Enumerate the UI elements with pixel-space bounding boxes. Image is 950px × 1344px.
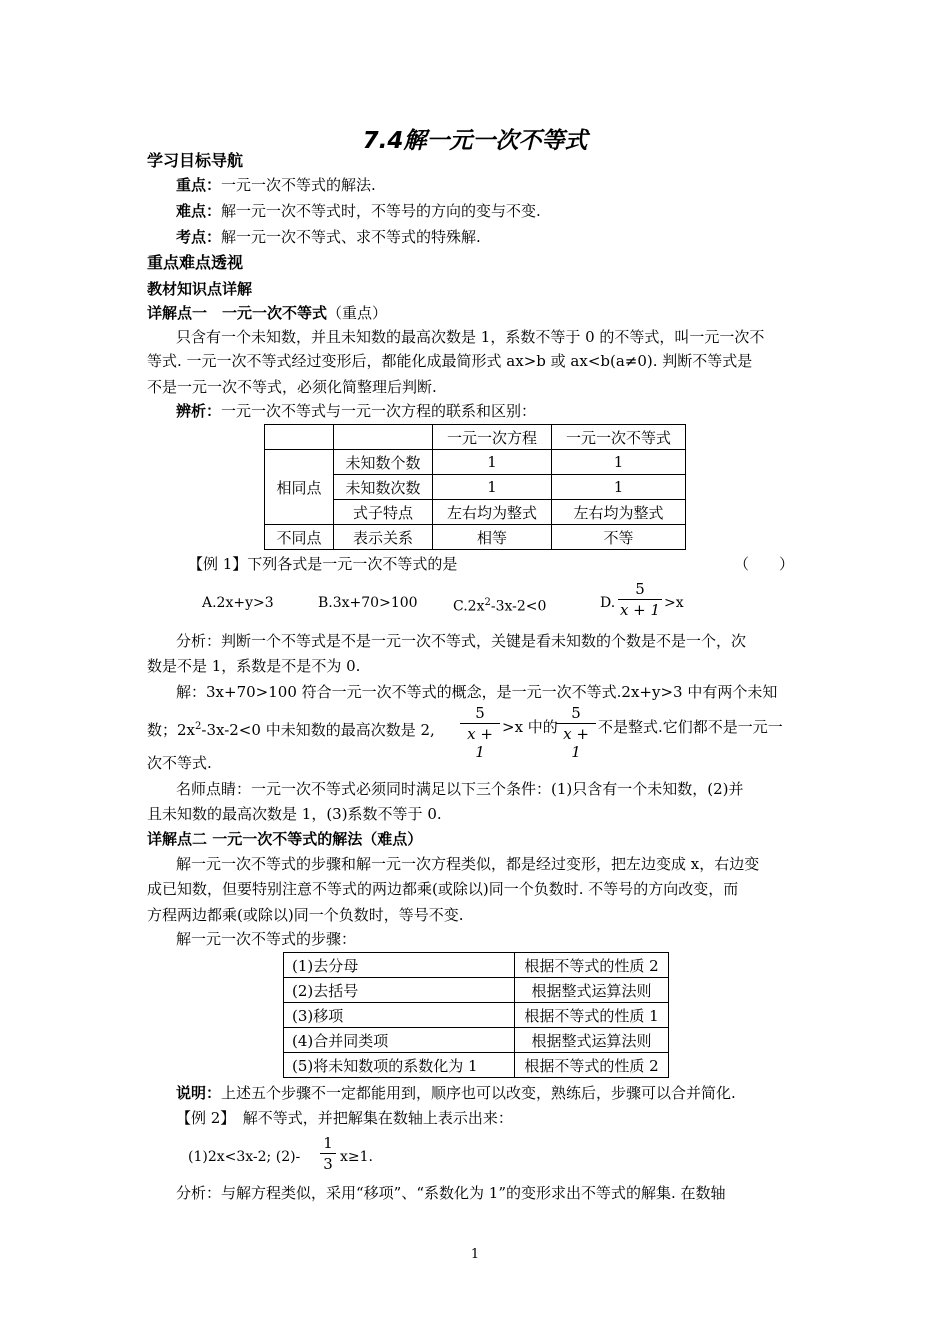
rule-cell: 根据不等式的性质 2	[515, 953, 669, 978]
table-cell: 不等	[552, 525, 686, 550]
comparison-table	[264, 424, 686, 550]
fraction-5-over-x-plus-1: 5 x + 1	[619, 580, 661, 619]
example1-question: 【例 1】下列各式是一元一次不等式的是	[188, 555, 458, 573]
rule-cell: 根据不等式的性质 2	[515, 1053, 669, 1078]
note-line: 说明：上述五个步骤不一定都能用到，顺序也可以改变，熟练后，步骤可以合并简化.	[176, 1084, 736, 1102]
example1-analysis: 分析：判断一个不等式是不是一元一次不等式，关键是看未知数的个数是不是一个，次	[176, 632, 747, 650]
fraction-1-over-3: 1 3	[320, 1134, 336, 1173]
option-c: $C.2x^2-3x-2<0$	[453, 597, 547, 615]
example1-solution: 数；$2x^2-3x-2<0$ 中未知数的最高次数是 2,	[147, 721, 435, 739]
difficult-point: 难点：解一元一次不等式时，不等号的方向的变与不变.	[176, 202, 541, 220]
example2-items: (1)2x<3x-2; (2)-	[188, 1149, 301, 1165]
step-cell: (5)将未知数项的系数化为 1	[284, 1053, 515, 1078]
example2-question: 【例 2】 解不等式，并把解集在数轴上表示出来：	[176, 1109, 513, 1127]
answer-parenthesis: （ ）	[734, 555, 795, 573]
point1-heading: 详解点一 一元一次不等式（重点）	[147, 304, 388, 322]
header-equation: 一元一次方程	[433, 425, 552, 450]
example1-solution: 解：3x+70>100 符合一元一次不等式的概念，是一元一次不等式.2x+y>3 中有两个未知	[176, 683, 778, 701]
analysis-line: 辨析：一元一次不等式与一元一次方程的联系和区别：	[176, 402, 537, 420]
point2-paragraph-line: 成已知数，但要特别注意不等式的两边都乘(或除以)同一个负数时. 不等号的方向改变，而	[147, 880, 739, 898]
table-cell: 1	[433, 450, 552, 475]
step-cell: (3)移项	[284, 1003, 515, 1028]
point2-heading: 详解点二 一元一次不等式的解法（难点）	[147, 830, 423, 848]
subsection-heading: 教材知识点详解	[147, 280, 253, 298]
section-heading: 重点难点透视	[147, 253, 244, 272]
option-d-label: D.	[600, 595, 616, 611]
exam-point: 考点：解一元一次不等式、求不等式的特殊解.	[176, 228, 481, 246]
diff-label: 不同点	[265, 525, 334, 550]
step-cell: (1)去分母	[284, 953, 515, 978]
table-cell: 相等	[433, 525, 552, 550]
goals-heading: 学习目标导航	[147, 151, 244, 170]
step-cell: (4)合并同类项	[284, 1028, 515, 1053]
rule-cell: 根据不等式的性质 1	[515, 1003, 669, 1028]
page-number: 1	[470, 1247, 480, 1262]
table-cell: 左右均为整式	[433, 500, 552, 525]
header-inequality: 一元一次不等式	[552, 425, 686, 450]
fraction-5-over-x-plus-1: 5 x + 1	[556, 704, 596, 761]
option-d-tail: >x	[664, 595, 684, 611]
option-a: A.2x+y>3	[202, 595, 274, 611]
table-cell: 未知数个数	[334, 450, 433, 475]
steps-intro: 解一元一次不等式的步骤：	[176, 930, 357, 948]
table-cell: 表示关系	[334, 525, 433, 550]
page-title: 7.4解一元一次不等式	[362, 128, 588, 154]
steps-table	[283, 952, 669, 1078]
example1-solution: 不是整式.它们都不是一元一	[598, 718, 783, 736]
table-cell: 未知数次数	[334, 475, 433, 500]
example1-analysis: 数是不是 1，系数是不是不为 0.	[147, 657, 361, 675]
table-cell: 1	[552, 475, 686, 500]
table-cell: 1	[552, 450, 686, 475]
table-cell: 1	[433, 475, 552, 500]
rule-cell: 根据整式运算法则	[515, 978, 669, 1003]
point2-paragraph-line: 方程两边都乘(或除以)同一个负数时，等号不变.	[147, 906, 464, 924]
point1-paragraph-line: 只含有一个未知数，并且未知数的最高次数是 1，系数不等于 0 的不等式，叫一元一次不	[176, 328, 765, 346]
key-point: 重点：一元一次不等式的解法.	[176, 176, 376, 194]
point2-paragraph-line: 解一元一次不等式的步骤和解一元一次方程类似，都是经过变形，把左边变成 x，右边变	[176, 855, 760, 873]
option-b: B.3x+70>100	[318, 595, 418, 611]
example1-solution: 次不等式.	[147, 754, 212, 772]
example2-analysis: 分析：与解方程类似，采用“移项”、“系数化为 1”的变形求出不等式的解集. 在数轴	[176, 1184, 726, 1202]
expert-tip: 名师点睛：一元一次不等式必须同时满足以下三个条件：(1)只含有一个未知数，(2)并	[176, 780, 744, 798]
expert-tip: 且未知数的最高次数是 1，(3)系数不等于 0.	[147, 805, 442, 823]
same-label: 相同点	[265, 450, 334, 525]
example2-items-tail: x≥1.	[340, 1149, 373, 1165]
table-cell: 左右均为整式	[552, 500, 686, 525]
rule-cell: 根据整式运算法则	[515, 1028, 669, 1053]
point1-paragraph-line: 不是一元一次不等式，必须化简整理后判断.	[147, 378, 437, 396]
fraction-5-over-x-plus-1: 5 x + 1	[460, 704, 500, 761]
point1-paragraph-line: 等式. 一元一次不等式经过变形后，都能化成最简形式 ax>b 或 ax<b(a≠0). 判断不等式是	[147, 352, 753, 370]
example1-solution: >x 中的	[502, 718, 558, 736]
step-cell: (2)去括号	[284, 978, 515, 1003]
table-cell: 式子特点	[334, 500, 433, 525]
